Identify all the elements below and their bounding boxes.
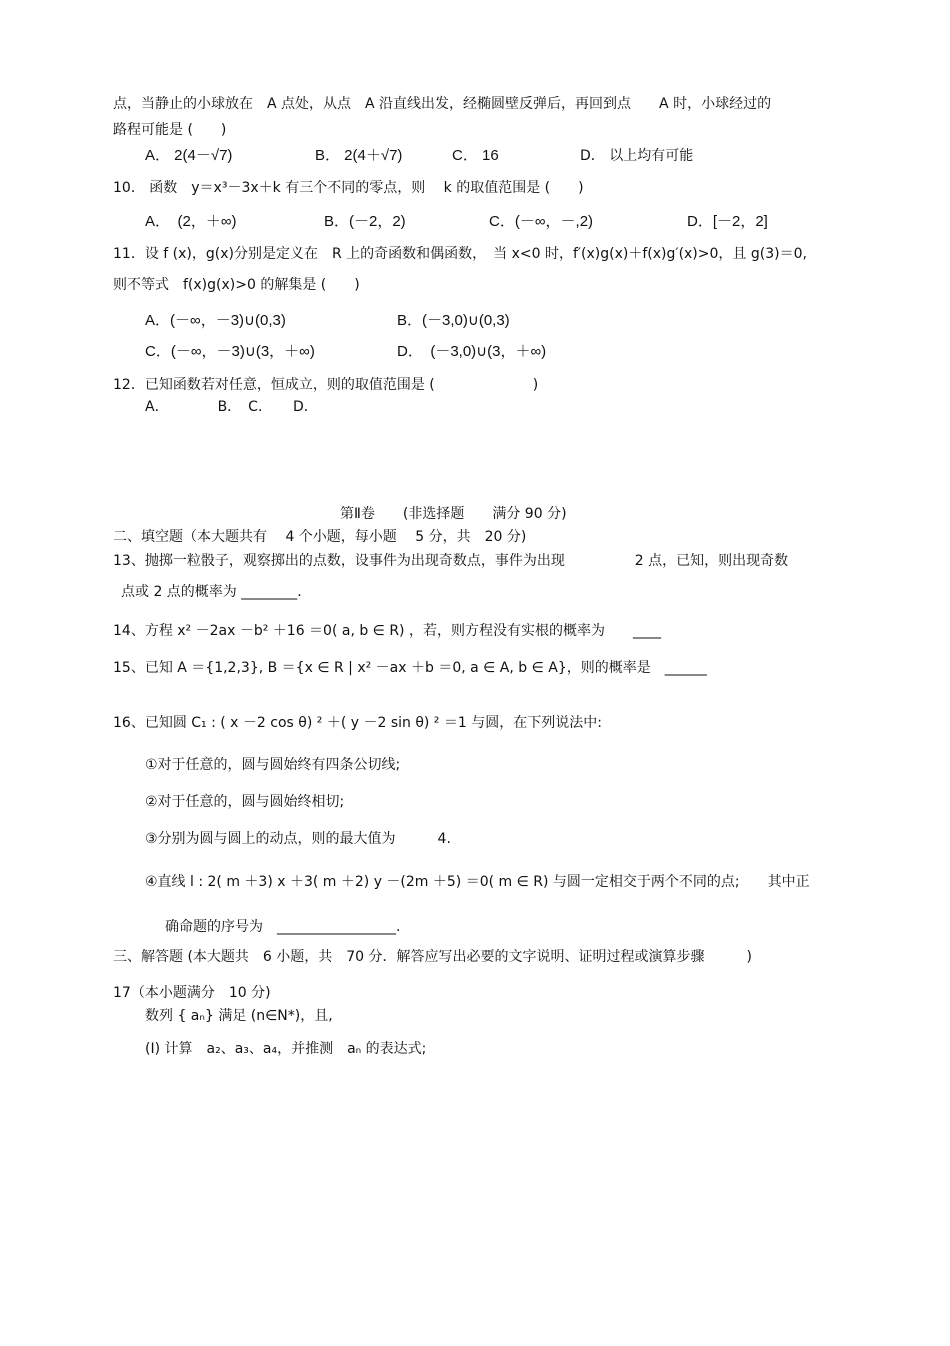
q10-option-a: A． (2，＋∞) bbox=[145, 213, 237, 230]
q11-option-d: D． (－3,0)∪(3，＋∞) bbox=[397, 343, 547, 360]
q13-line2: 点或 2 点的概率为 ________. bbox=[121, 584, 302, 600]
q16-item2: ②对于任意的，圆与圆始终相切; bbox=[145, 794, 345, 810]
q12-stem: 12．已知函数若对任意，恒成立，则的取值范围是 ( ) bbox=[113, 377, 539, 393]
q9-option-d: D． 以上均有可能 bbox=[580, 148, 694, 164]
section2-heading: 二、填空题（本大题共有 4 个小题，每小题 5 分，共 20 分) bbox=[113, 529, 527, 545]
q16-item4-cont: 确命题的序号为 _________________. bbox=[165, 919, 401, 935]
q14-stem: 14、方程 x² －2ax －b² ＋16 ＝0( a, b ∈ R) ，若，则方程没有实根的概率为 ____ bbox=[113, 623, 661, 639]
q9-option-a: A． 2(4－√7) bbox=[145, 147, 233, 164]
q11-option-c: C．(－∞，－3)∪(3，＋∞) bbox=[145, 343, 315, 360]
q16-item3: ③分别为圆与圆上的动点，则的最大值为 4. bbox=[145, 831, 451, 847]
q11-line2: 则不等式 f(x)g(x)>0 的解集是 ( ) bbox=[113, 277, 360, 293]
q13-line1: 13、抛掷一粒骰子，观察掷出的点数，设事件为出现奇数点，事件为出现 2 点，已知，则出现奇数 bbox=[113, 553, 789, 569]
section3-heading: 三、解答题 (本大题共 6 小题，共 70 分．解答应写出必要的文字说明、证明过程或演算步骤 ) bbox=[113, 949, 752, 965]
q10-option-c: C．(－∞，－,2) bbox=[489, 213, 594, 230]
q11-line1: 11．设 f (x)，g(x)分别是定义在 R 上的奇函数和偶函数， 当 x<0 时，f′(x)g(x)＋f(x)g′(x)>0，且 g(3)＝0, bbox=[113, 246, 807, 262]
q9-option-b: B． 2(4＋√7) bbox=[315, 147, 403, 164]
section2-title: 第Ⅱ卷 (非选择题 满分 90 分) bbox=[340, 506, 567, 522]
q17-line1: 数列 { aₙ} 满足 (n∈N*)，且, bbox=[145, 1008, 333, 1024]
q17-title: 17（本小题满分 10 分) bbox=[113, 985, 271, 1001]
q10-option-b: B．(－2，2) bbox=[324, 213, 406, 230]
q11-option-b: B．(－3,0)∪(0,3) bbox=[397, 312, 510, 329]
q9-line1: 点，当静止的小球放在 A 点处，从点 A 沿直线出发，经椭圆壁反弹后，再回到点 A 时，小球经过的 bbox=[113, 96, 772, 112]
q10-stem: 10． 函数 y＝x³－3x＋k 有三个不同的零点，则 k 的取值范围是 ( ) bbox=[113, 180, 584, 196]
q17-part1: (I) 计算 a₂、a₃、a₄，并推测 aₙ 的表达式; bbox=[145, 1041, 427, 1057]
q16-stem: 16、已知圆 C₁ : ( x －2 cos θ) ² ＋( y －2 sin θ) ² ＝1 与圆，在下列说法中: bbox=[113, 715, 602, 731]
q9-line2: 路程可能是 ( ) bbox=[113, 122, 227, 138]
q10-option-d: D．[－2，2] bbox=[687, 213, 768, 230]
q12-options: A． B． C． D． bbox=[145, 399, 318, 415]
q16-item1: ①对于任意的，圆与圆始终有四条公切线; bbox=[145, 757, 401, 773]
q15-stem: 15、已知 A ＝{1,2,3}, B ＝{x ∈ R | x² －ax ＋b ＝0, a ∈ A, b ∈ A}，则的概率是 ______ bbox=[113, 660, 707, 676]
q11-option-a: A．(－∞，－3)∪(0,3) bbox=[145, 312, 286, 329]
q16-item4: ④直线 l : 2( m ＋3) x ＋3( m ＋2) y －(2m ＋5) ＝0( m ∈ R) 与圆一定相交于两个不同的点; 其中正 bbox=[145, 874, 810, 890]
q9-option-c: C． 16 bbox=[452, 147, 499, 164]
